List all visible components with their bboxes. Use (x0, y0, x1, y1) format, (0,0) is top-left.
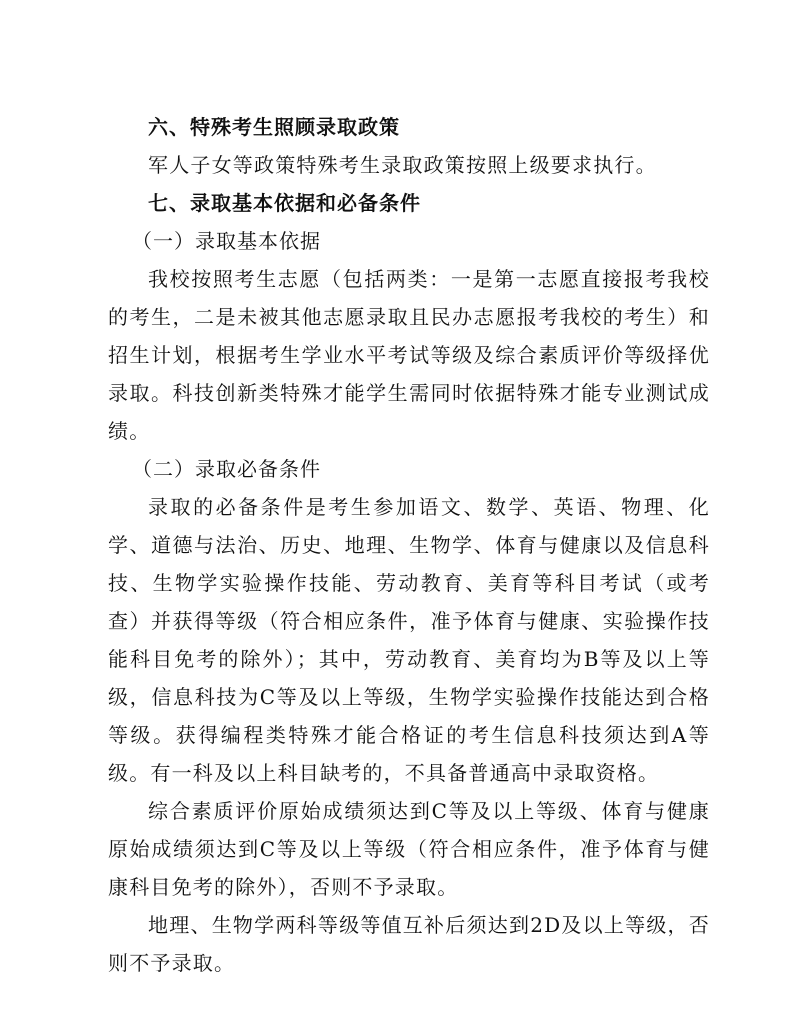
subsection-1-paragraph: 我校按照考生志愿（包括两类：一是第一志愿直接报考我校的考生，二是未被其他志愿录取且民办志愿报考我校的考生）和招生计划，根据考生学业水平考试等级及综合素质评价等级择优录取。科技创新类特殊才能学生需同时依据特殊才能专业测试成绩。 (108, 267, 710, 443)
section-7-heading: 七、录取基本依据和必备条件 (148, 191, 421, 215)
document-page (108, 108, 710, 982)
subsection-1-heading: （一）录取基本依据 (132, 229, 321, 253)
subsection-2-paragraph-2: 综合素质评价原始成绩须达到C等及以上等级、体育与健康原始成绩须达到C等及以上等级（符合相应条件，准予体育与健康科目免考的除外），否则不予录取。 (108, 799, 710, 899)
subsection-2-paragraph-1: 录取的必备条件是考生参加语文、数学、英语、物理、化学、道德与法治、历史、地理、生物学、体育与健康以及信息科技、生物学实验操作技能、劳动教育、美育等科目考试（或考查）并获得等级（符合相应条件，准予体育与健康、实验操作技能科目免考的除外）；其中，劳动教育、美育均为B等及以上等级，信息科技为C等及以上等级，生物学实验操作技能达到合格等级。获得编程类特殊才能合格证的考生信息科技须达到A等级。有一科及以上科目缺考的，不具备普通高中录取资格。 (108, 495, 710, 785)
section-6-heading: 六、特殊考生照顾录取政策 (148, 115, 400, 139)
section-6-paragraph: 军人子女等政策特殊考生录取政策按照上级要求执行。 (148, 153, 657, 177)
subsection-2-heading: （二）录取必备条件 (132, 457, 321, 481)
subsection-2-paragraph-3: 地理、生物学两科等级等值互补后须达到2D及以上等级，否则不予录取。 (108, 913, 710, 975)
